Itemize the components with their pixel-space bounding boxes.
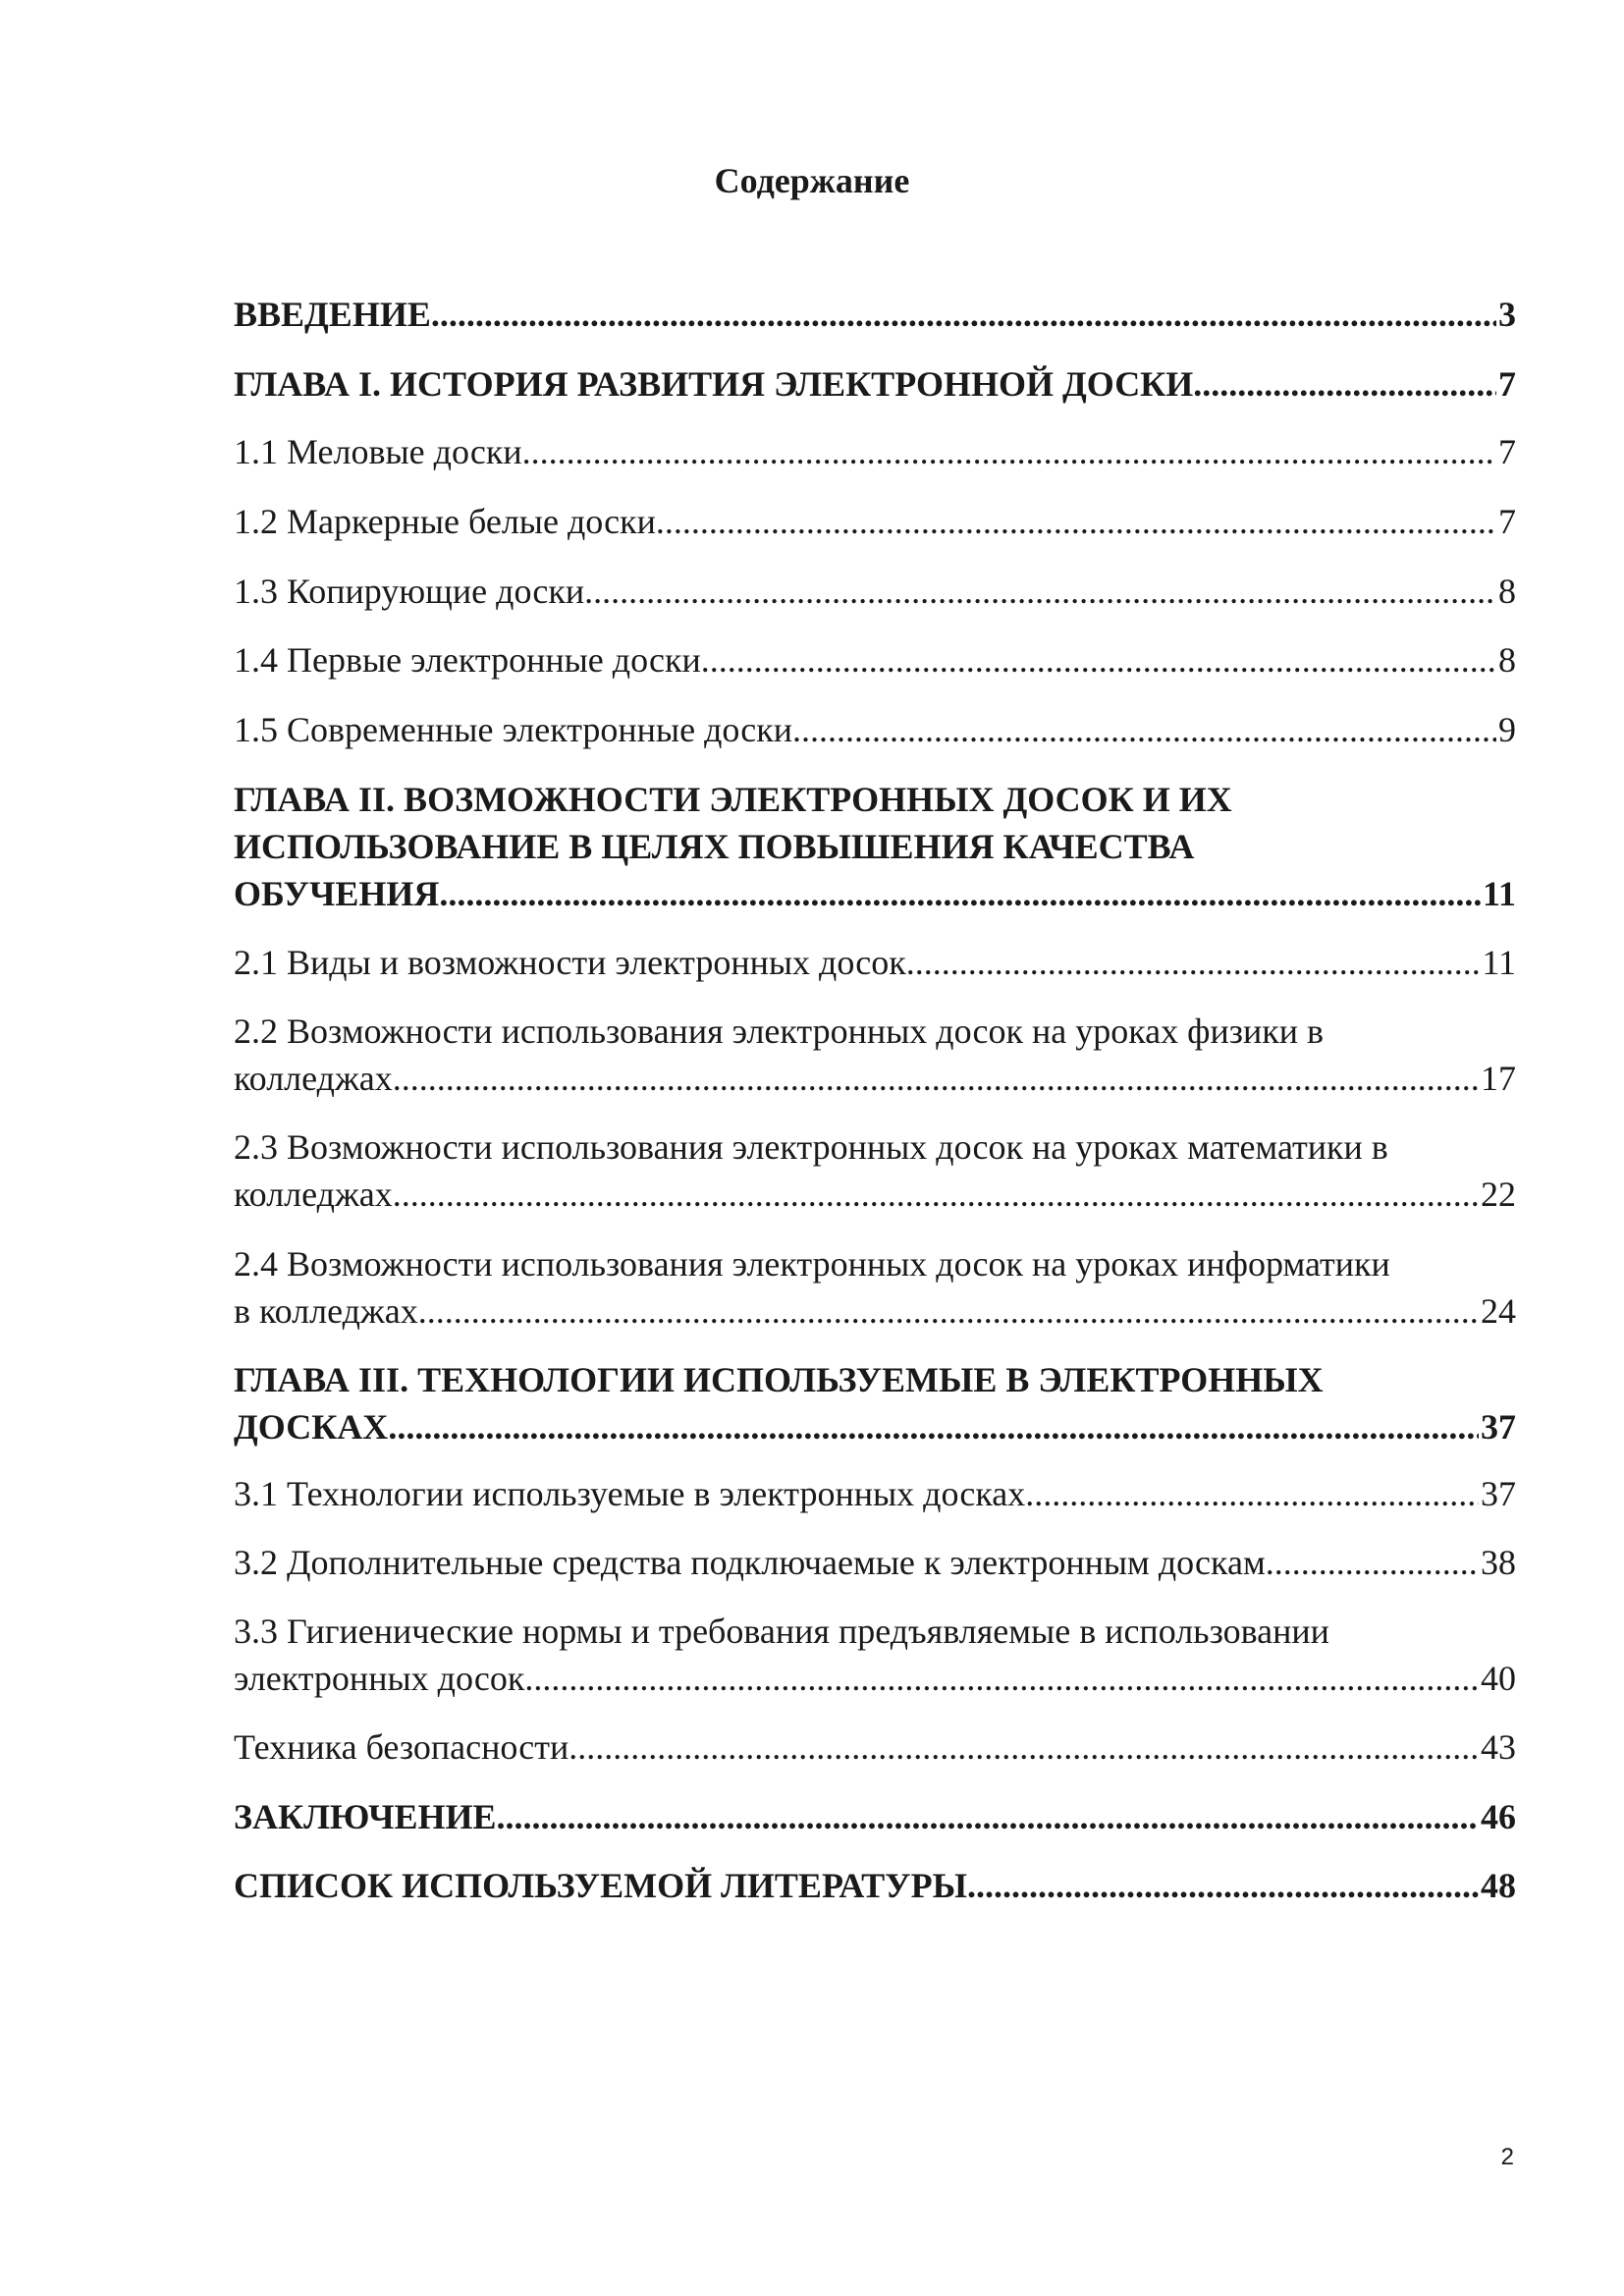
toc-entry-page-number: 37 — [1481, 1407, 1516, 1447]
toc-entry[interactable] — [234, 1123, 1516, 1218]
toc-entry-title: 1.4 Первые электронные доски — [234, 640, 701, 680]
toc-entry[interactable] — [234, 1608, 1516, 1702]
toc-entry-title: ВВЕДЕНИЕ — [234, 295, 431, 334]
toc-entry-last-line — [234, 428, 1516, 475]
toc-entry-last-line — [234, 706, 1516, 753]
toc-entry-title: 1.5 Современные электронные доски — [234, 710, 793, 749]
toc-entry-last-line — [234, 291, 1516, 338]
toc-entry-title: Техника безопасности — [234, 1727, 569, 1767]
toc-entry-page-number: 17 — [1481, 1059, 1516, 1098]
toc-entry[interactable] — [234, 776, 1516, 917]
dot-leader — [402, 1055, 1479, 1102]
toc-entry[interactable] — [234, 1356, 1516, 1450]
toc-entry-title-line: 3.3 Гигиенические нормы и требования предъявляемые в использовании — [234, 1612, 1329, 1651]
toc-entry-title-line: ГЛАВА II. ВОЗМОЖНОСТИ ЭЛЕКТРОННЫХ ДОСОК И ИХ — [234, 780, 1232, 819]
toc-entry-last-line — [234, 1655, 1516, 1702]
dot-leader — [701, 636, 1496, 683]
toc-entry-title: 1.1 Меловые доски. — [234, 432, 531, 471]
toc-entry-last-line — [234, 498, 1516, 545]
toc-entry-title: 2.1 Виды и возможности электронных досок — [234, 943, 906, 982]
toc-entry-title-line: 2.4 Возможности использования электронных досок на уроках информатики — [234, 1244, 1390, 1284]
toc-entry-last-line — [234, 1793, 1516, 1840]
page-title: Содержание — [714, 161, 910, 200]
dot-leader — [402, 1171, 1479, 1218]
toc-entry[interactable] — [234, 1793, 1516, 1840]
toc-entry-page-number: 8 — [1498, 572, 1516, 611]
toc-entry-page-number: 11 — [1482, 943, 1516, 982]
toc-entry-title: СПИСОК ИСПОЛЬЗУЕМОЙ ЛИТЕРАТУРЫ — [234, 1866, 967, 1905]
page-number: 2 — [1500, 2144, 1514, 2170]
dot-leader — [1193, 360, 1496, 408]
toc-entry[interactable] — [234, 291, 1516, 338]
toc-entry-last-line — [234, 1723, 1516, 1771]
toc-entry-page-number: 9 — [1498, 710, 1516, 749]
toc-entry-title: в колледжах. — [234, 1291, 427, 1331]
toc-entry-page-number: 24 — [1481, 1291, 1516, 1331]
toc-entry-page-number: 43 — [1481, 1727, 1516, 1767]
toc-entry-title: электронных досок — [234, 1659, 525, 1698]
toc-entry-page-number: 8 — [1498, 640, 1516, 680]
toc-entry-page-number: 22 — [1481, 1175, 1516, 1214]
toc-entry-page-number: 37 — [1481, 1474, 1516, 1513]
toc-entry-last-line — [234, 1171, 1516, 1218]
toc-entry[interactable] — [234, 428, 1516, 475]
toc-entry-title: ГЛАВА I. ИСТОРИЯ РАЗВИТИЯ ЭЛЕКТРОННОЙ ДОСКИ — [234, 364, 1194, 404]
toc-entry[interactable] — [234, 568, 1516, 615]
toc-entry-last-line — [234, 1403, 1516, 1450]
toc-entry[interactable] — [234, 1723, 1516, 1771]
dot-leader — [967, 1862, 1479, 1909]
toc-entry[interactable] — [234, 1008, 1516, 1102]
toc-entry-last-line — [234, 1055, 1516, 1102]
toc-entry-last-line — [234, 1470, 1516, 1517]
dot-leader — [665, 498, 1496, 545]
toc-entry-title: 1.2 Маркерные белые доски. — [234, 502, 665, 541]
toc-entry-page-number: 7 — [1498, 502, 1516, 541]
toc-entry-title: колледжах. — [234, 1175, 402, 1214]
toc-entry-page-number: 38 — [1481, 1543, 1516, 1582]
dot-leader — [792, 706, 1496, 753]
dot-leader — [439, 870, 1481, 917]
toc-entry[interactable] — [234, 1862, 1516, 1909]
toc-entry-last-line — [234, 870, 1516, 917]
toc-entry-title: 3.2 Дополнительные средства подключаемые к электронным доскам — [234, 1543, 1266, 1582]
toc-entry-title: 3.1 Технологии используемые в электронных досках — [234, 1474, 1026, 1513]
dot-leader — [431, 291, 1496, 338]
dot-leader — [593, 568, 1496, 615]
toc-entry-title: ЗАКЛЮЧЕНИЕ — [234, 1797, 497, 1836]
toc-entry-last-line — [234, 939, 1516, 986]
toc-entry-title-line: 2.2 Возможности использования электронных досок на уроках физики в — [234, 1011, 1324, 1051]
dot-leader — [497, 1793, 1479, 1840]
toc-entry[interactable] — [234, 636, 1516, 683]
dot-leader — [1266, 1539, 1479, 1586]
toc-entry-last-line — [234, 1862, 1516, 1909]
dot-leader — [568, 1723, 1479, 1771]
dot-leader — [531, 428, 1496, 475]
toc-entry-last-line — [234, 1287, 1516, 1335]
toc-entry-title-line: 2.3 Возможности использования электронных досок на уроках математики в — [234, 1127, 1388, 1167]
toc-entry-title: колледжах. — [234, 1059, 402, 1098]
toc-entry-last-line — [234, 636, 1516, 683]
dot-leader — [388, 1403, 1479, 1450]
toc-entry-last-line — [234, 360, 1516, 408]
toc-entry-title-line: ГЛАВА III. ТЕХНОЛОГИИ ИСПОЛЬЗУЕМЫЕ В ЭЛЕКТРОННЫХ — [234, 1360, 1324, 1399]
toc-entry-page-number: 7 — [1498, 432, 1516, 471]
toc-entry-title: 1.3 Копирующие доски. — [234, 572, 594, 611]
dot-leader — [427, 1287, 1479, 1335]
toc-entry[interactable] — [234, 706, 1516, 753]
toc-entry[interactable] — [234, 1470, 1516, 1517]
toc-entry-last-line — [234, 1539, 1516, 1586]
toc-entry-title-line: ИСПОЛЬЗОВАНИЕ В ЦЕЛЯХ ПОВЫШЕНИЯ КАЧЕСТВА — [234, 827, 1195, 866]
toc-entry[interactable] — [234, 498, 1516, 545]
toc-entry-page-number: 48 — [1481, 1866, 1516, 1905]
toc-entry-last-line — [234, 568, 1516, 615]
toc-entry[interactable] — [234, 939, 1516, 986]
toc-entry-page-number: 3 — [1498, 295, 1516, 334]
toc-entry-page-number: 7 — [1498, 364, 1516, 404]
toc-entry-title: ОБУЧЕНИЯ — [234, 874, 440, 913]
toc-entry-page-number: 11 — [1482, 874, 1516, 913]
toc-entry[interactable] — [234, 1240, 1516, 1335]
toc-entry-title: ДОСКАХ — [234, 1407, 389, 1447]
toc-entry[interactable] — [234, 360, 1516, 408]
dot-leader — [1025, 1470, 1479, 1517]
dot-leader — [906, 939, 1481, 986]
toc-entry-page-number: 46 — [1481, 1797, 1516, 1836]
dot-leader — [524, 1655, 1479, 1702]
toc-entry-page-number: 40 — [1481, 1659, 1516, 1698]
toc-entry[interactable] — [234, 1539, 1516, 1586]
